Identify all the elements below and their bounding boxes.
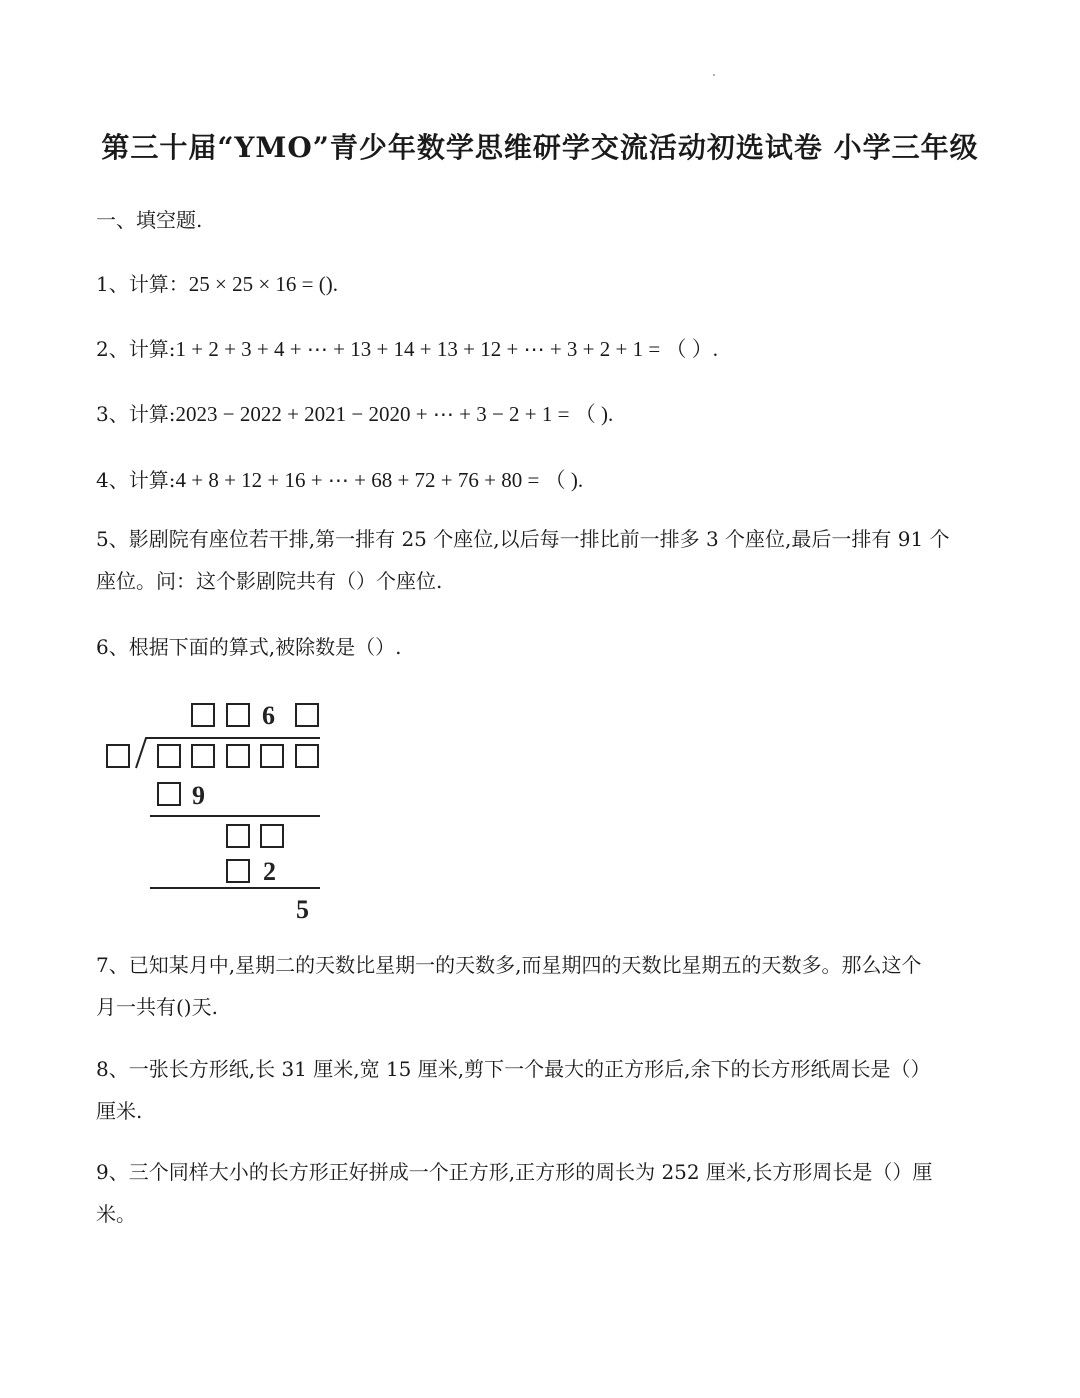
question-2 [96, 333, 718, 363]
digit-box [158, 783, 180, 805]
digit-box [261, 825, 283, 847]
question-7 [96, 944, 988, 1028]
question-label: 计算： [128, 272, 189, 296]
question-1 [96, 268, 338, 297]
digit-box [107, 745, 129, 767]
page-title: 第三十届“YMO”青少年数学思维研学交流活动初选试卷 小学三年级 [101, 131, 979, 164]
partial-product-digit: 2 [263, 857, 276, 886]
question-text-line: 8、一张长方形纸,长 31 厘米,宽 15 厘米,剪下一个最大的正方形后,余下的长方形纸周长是（） [96, 1057, 931, 1081]
question-text-line: 5、影剧院有座位若干排,第一排有 25 个座位,以后每一排比前一排多 3 个座位,最后一排有 91 个 [96, 527, 950, 551]
math-expression: 4 + 8 + 12 + 16 + ⋯ + 68 + 72 + 76 + 80 = （ ). [175, 468, 584, 492]
digit-box [158, 745, 180, 767]
remainder-digit: 5 [296, 895, 309, 924]
question-label: 计算: [128, 468, 176, 492]
digit-box [296, 745, 318, 767]
question-number: 4、 [96, 468, 129, 492]
digit-box [227, 704, 249, 726]
question-number: 1、 [96, 272, 129, 296]
digit-box [227, 860, 249, 882]
digit-box [192, 745, 214, 767]
question-label: 计算: [128, 402, 176, 426]
question-5 [96, 518, 988, 602]
question-4 [96, 464, 583, 494]
math-expression: 2023 − 2022 + 2021 − 2020 + ⋯ + 3 − 2 + 1 = （ ). [175, 402, 614, 426]
question-text-line: 7、已知某月中,星期二的天数比星期一的天数多,而星期四的天数比星期五的天数多。那么这个 [96, 953, 922, 977]
digit-box [296, 704, 318, 726]
question-text-line: 9、三个同样大小的长方形正好拼成一个正方形,正方形的周长为 252 厘米,长方形周长是（）厘 [96, 1160, 933, 1184]
digit-box [227, 745, 249, 767]
digit-box [261, 745, 283, 767]
scan-speck [713, 74, 715, 76]
question-6: 6、根据下面的算式,被除数是（）. [96, 635, 402, 659]
section-heading: 一、填空题. [96, 208, 203, 232]
digit-box [192, 704, 214, 726]
question-8 [96, 1048, 988, 1132]
question-text-line: 座位。问：这个影剧院共有（）个座位. [96, 569, 443, 593]
question-number: 3、 [96, 402, 129, 426]
question-3 [96, 398, 613, 428]
digit-box [227, 825, 249, 847]
math-expression: 25 × 25 × 16 = (). [188, 272, 339, 296]
question-number: 2、 [96, 337, 129, 361]
math-expression: 1 + 2 + 3 + 4 + ⋯ + 13 + 14 + 13 + 12 + ⋯ + 3 + 2 + 1 = （ ）. [175, 337, 718, 361]
question-text-line: 厘米. [96, 1099, 143, 1123]
partial-product-digit: 9 [192, 781, 205, 810]
question-label: 计算: [128, 337, 176, 361]
long-division-diagram [100, 690, 340, 930]
question-text-line: 米。 [96, 1202, 136, 1226]
question-9 [96, 1151, 988, 1235]
question-text-line: 月一共有()天. [96, 995, 218, 1019]
quotient-digit: 6 [262, 701, 275, 730]
